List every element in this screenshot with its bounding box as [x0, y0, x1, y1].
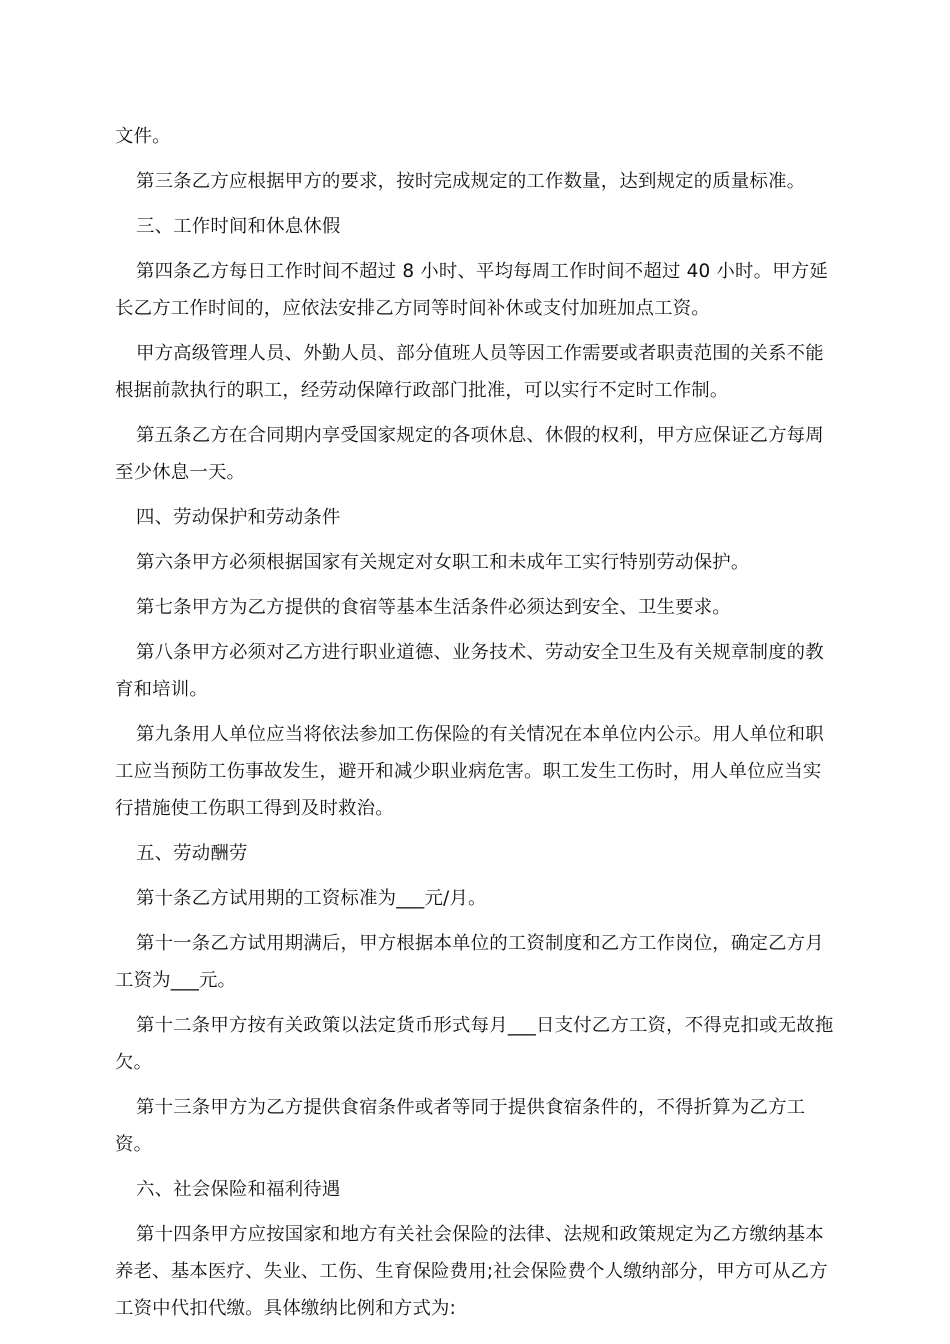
paragraph: 文件。	[115, 126, 171, 147]
paragraph: 第九条用人单位应当将依法参加工伤保险的有关情况在本单位内公示。用人单位和职工应当预防工伤事故发生，避开和减少职业病危害。职工发生工伤时，用人单位应当实行措施使工伤职工得到及时救治。	[115, 724, 824, 819]
paragraph: 第十条乙方试用期的工资标准为___元/月。	[136, 888, 487, 909]
paragraph: 第八条甲方必须对乙方进行职业道德、业务技术、劳动安全卫生及有关规章制度的教育和培训。	[115, 642, 824, 700]
section-heading: 三、工作时间和休息休假	[136, 216, 341, 237]
section-heading: 五、劳动酬劳	[136, 843, 248, 864]
paragraph: 第十一条乙方试用期满后，甲方根据本单位的工资制度和乙方工作岗位，确定乙方月工资为___元。	[115, 933, 824, 991]
section-heading: 四、劳动保护和劳动条件	[136, 507, 341, 528]
section-heading: 六、社会保险和福利待遇	[136, 1179, 341, 1200]
paragraph: 第七条甲方为乙方提供的食宿等基本生活条件必须达到安全、卫生要求。	[136, 597, 731, 618]
paragraph: 第十四条甲方应按国家和地方有关社会保险的法律、法规和政策规定为乙方缴纳基本养老、基本医疗、失业、工伤、生育保险费用;社会保险费个人缴纳部分，甲方可从乙方工资中代扣代缴。具体缴纳比例和方式为:	[115, 1224, 828, 1319]
paragraph: 第五条乙方在合同期内享受国家规定的各项休息、休假的权利，甲方应保证乙方每周至少休息一天。	[115, 425, 824, 483]
document-body	[115, 118, 837, 1335]
paragraph: 第四条乙方每日工作时间不超过 8 小时、平均每周工作时间不超过 40 小时。甲方延长乙方工作时间的，应依法安排乙方同等时间补休或支付加班加点工资。	[115, 261, 828, 319]
paragraph: 第六条甲方必须根据国家有关规定对女职工和未成年工实行特别劳动保护。	[136, 552, 750, 573]
paragraph: 甲方高级管理人员、外勤人员、部分值班人员等因工作需要或者职责范围的关系不能根据前款执行的职工，经劳动保障行政部门批准，可以实行不定时工作制。	[115, 343, 824, 401]
paragraph: 第三条乙方应根据甲方的要求，按时完成规定的工作数量，达到规定的质量标准。	[136, 171, 806, 192]
paragraph: 第十三条甲方为乙方提供食宿条件或者等同于提供食宿条件的，不得折算为乙方工资。	[115, 1097, 806, 1155]
paragraph: 第十二条甲方按有关政策以法定货币形式每月___日支付乙方工资，不得克扣或无故拖欠。	[115, 1015, 834, 1073]
